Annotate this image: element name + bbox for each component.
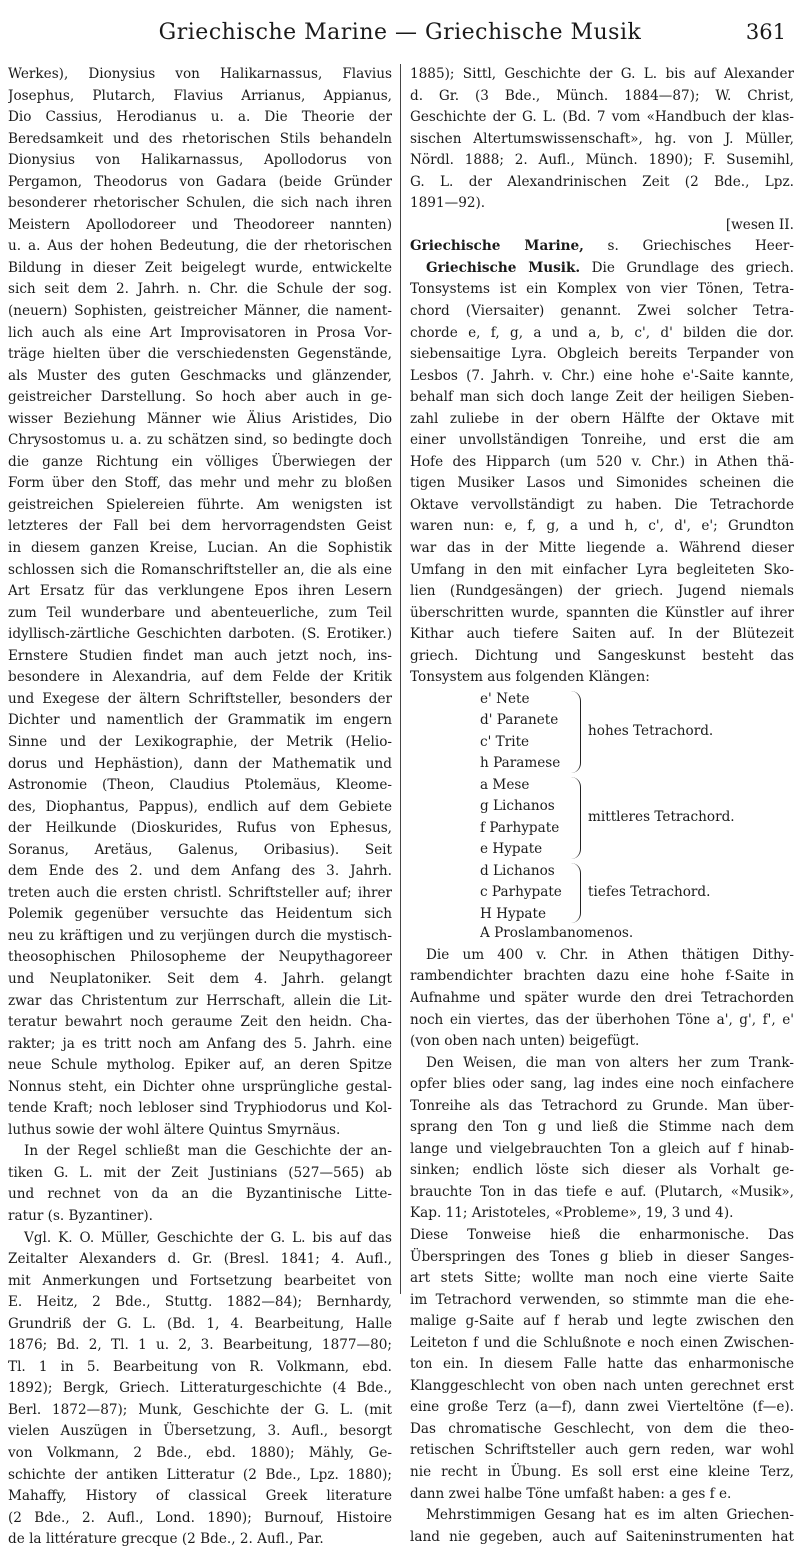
text-line: Griechische Musik. Die Grundlage des griech. <box>426 259 794 276</box>
text-line: rakter; ja es tritt noch am Anfang des 5. Jahrh. eine <box>8 1035 392 1052</box>
tetrachord-label: hohes Tetrachord. <box>588 722 714 739</box>
text-line: art stets Sitte; wollte man noch eine vierte Saite <box>410 1270 794 1287</box>
brace-icon <box>570 777 581 859</box>
text-line: Grundriß der G. L. (Bd. 1, 4. Bearbeitung, Halle <box>8 1315 392 1332</box>
text-line: [wesen II. <box>725 216 794 233</box>
text-line: land nie gegeben, auch auf Saiteninstrumenten hat <box>410 1528 794 1545</box>
text-line: behalf man sich doch lange Zeit der heiligen Sieben- <box>410 389 794 406</box>
text-line: (von oben nach unten) beigefügt. <box>410 1033 640 1050</box>
left-column <box>8 64 392 1551</box>
text-line: vielen Auszügen in Übersetzung, 3. Aufl., besorgt <box>8 1423 392 1440</box>
text-line: Hofe des Hipparch (um 520 v. Chr.) in Athen thä- <box>410 453 794 470</box>
tone-group <box>480 861 794 926</box>
text-line: dorus und Hephästion), dann der Mathematik und <box>8 755 392 772</box>
text-line: Berl. 1872—87); Munk, Geschichte der G. L. (mit <box>8 1401 392 1418</box>
text-line: In der Regel schließt man die Geschichte der an- <box>24 1143 392 1160</box>
text-line: Umfang in den mit einfacher Lyra begleiteten Sko- <box>410 561 794 578</box>
text-line: zum Teil wunderbare und abenteuerliche, zum Teil <box>8 604 392 621</box>
text-line: Astronomie (Theon, Claudius Ptolemäus, Kleome- <box>8 777 392 794</box>
text-line: Leiteton f und die Schlußnote e noch einen Zwischen- <box>410 1334 794 1351</box>
text-line: Polemik gegenüber versuchte das Heidentum sich <box>8 906 392 923</box>
tone-row: e Hypate <box>480 841 543 858</box>
tone-group <box>480 689 794 775</box>
lemma-heading: Griechische Musik. <box>426 259 581 276</box>
text-line: dem Ende des 2. und dem Anfang des 3. Jahrh. <box>8 863 392 880</box>
text-line: überschritten wurde, spannten die Künstler auf ihrer <box>410 604 794 621</box>
text-line: Vgl. K. O. Müller, Geschichte der G. L. bis auf das <box>24 1229 392 1246</box>
text-line: tende Kraft; noch lebloser sind Tryphiodorus und Kol- <box>8 1100 392 1117</box>
text-line: luthus sowie der wohl ältere Quintus Smyrnäus. <box>8 1121 341 1138</box>
text-line: Meistern Apollodoreer und Theodoreer nannten) <box>8 216 392 233</box>
text-line: Tonsystem aus folgenden Klängen: <box>410 669 650 686</box>
text-line: Klanggeschlecht von oben nach unten gerechnet erst <box>410 1377 794 1394</box>
text-line: G. L. der Alexandrinischen Zeit (2 Bde., Lpz. <box>410 173 794 190</box>
tone-proslambanomenos: A Proslambanomenos. <box>480 925 634 942</box>
text-line: in diesem ganzen Kreise, Lucian. An die Sophistik <box>8 540 392 557</box>
right-column-top-text <box>410 64 794 689</box>
text-line: (2 Bde., 2. Aufl., Lond. 1890); Burnouf, Histoire <box>8 1509 392 1526</box>
text-line: Nonnus steht, ein Dichter ohne ursprüngliche gestal- <box>8 1078 392 1095</box>
text-line: von Volkmann, 2 Bde., ebd. 1880); Mähly, Ge- <box>8 1445 392 1461</box>
tone-row: g Lichanos <box>480 798 555 815</box>
text-line: theosophischen Philosopheme der Neupythagoreer <box>8 949 392 966</box>
page-header <box>10 14 790 54</box>
text-line: eine große Terz (a—f), dann zwei Vierteltöne (f—e). <box>410 1399 794 1416</box>
text-line: als Muster des guten Geschmacks und glänzender, <box>8 367 392 384</box>
text-line: Kithar auch tiefere Saiten auf. In der Blütezeit <box>410 626 794 643</box>
tone-row: d' Paranete <box>480 712 559 729</box>
tone-row: c Parhypate <box>480 884 562 901</box>
text-line: Beredsamkeit und des rhetorischen Stils behandeln <box>8 130 392 147</box>
tone-row: H Hypate <box>480 905 547 922</box>
tone-system-table <box>480 689 794 926</box>
text-line: Das chromatische Geschlecht, von dem die theo- <box>410 1420 794 1437</box>
text-line: mit Anmerkungen und Fortsetzung bearbeitet von <box>8 1272 392 1289</box>
tone-row: a Mese <box>480 776 530 793</box>
text-line: Den Weisen, die man von alters her zum Trank- <box>426 1054 794 1071</box>
text-line: sich seit dem 2. Jahrh. n. Chr. die Schule der sog. <box>8 281 392 298</box>
text-line: träge hielten über die verschiedensten Gegenstände, <box>8 346 392 363</box>
text-line: Mahaffy, History of classical Greek literature <box>8 1488 392 1505</box>
text-line: geistreichen Spielereien führte. Am wenigsten ist <box>8 496 392 513</box>
text-line: und Exegese der ältern Schriftsteller, besonders der <box>8 690 392 707</box>
text-line: Sinne und der Lexikographie, der Metrik (Helio- <box>8 733 392 750</box>
text-line: d. Gr. (3 Bde., Münch. 1884—87); W. Christ, <box>410 87 794 104</box>
text-line: Dichter und namentlich der Grammatik im engern <box>8 712 392 729</box>
text-line: E. Heitz, 2 Bde., Stuttg. 1882—84); Bernhardy, <box>8 1294 392 1311</box>
tone-group <box>480 775 794 861</box>
text-line: lich auch als eine Art Improvisatoren in Prosa Vor- <box>8 324 392 341</box>
tone-row: d Lichanos <box>480 862 555 879</box>
text-line: griech. Dichtung und Sangeskunst besteht das <box>410 647 794 664</box>
text-line: Oktave vervollständigt zu haben. Die Tetrachorde <box>410 496 794 513</box>
lemma-heading: Griechische Marine, <box>410 238 584 255</box>
text-line: sprang den Ton g und ließ die Stimme nach dem <box>410 1119 794 1136</box>
text-line: chord (Viersaiter) genannt. Zwei solcher Tetra- <box>410 303 794 320</box>
tetrachord-label: tiefes Tetrachord. <box>588 884 711 901</box>
text-line: war das in der Mitte liegende a. Während dieser <box>410 540 794 557</box>
page-number: 361 <box>745 20 786 44</box>
text-line: Die um 400 v. Chr. in Athen thätigen Dithy- <box>426 946 794 963</box>
text-line: dann zwei halbe Töne umfaßt haben: a ges f e. <box>410 1485 732 1502</box>
text-line: tigen Musiker Lasos und Simonides scheinen die <box>410 475 794 492</box>
tone-row: c' Trite <box>480 733 530 750</box>
text-line: 1892); Bergk, Griech. Litteraturgeschichte (4 Bde., <box>8 1380 392 1397</box>
text-line: Überspringen des Tones g blieb in dieser Sanges- <box>410 1248 794 1265</box>
text-line: nie recht in Übung. Es soll erst eine kleine Terz, <box>410 1464 794 1481</box>
text-line: sischen Altertumswissenschaft», hg. von J. Müller, <box>410 130 794 147</box>
text-line: opfer blies oder sang, lag indes eine noch einfachere <box>410 1076 794 1093</box>
text-line: malige g-Saite auf f herab und legte zwischen den <box>410 1313 794 1330</box>
text-line: Werkes), Dionysius von Halikarnassus, Flavius <box>8 66 392 82</box>
text-line: Bildung in dieser Zeit beigelegt wurde, entwickelte <box>8 259 392 276</box>
text-line: und rechnet von da an die Byzantinische Litte- <box>8 1186 392 1203</box>
text-line: rambendichter brachten dazu eine hohe f-Saite in <box>410 968 794 985</box>
brace-icon <box>570 691 581 773</box>
text-line: Mehrstimmigen Gesang hat es im alten Griechen- <box>426 1507 794 1524</box>
text-line: Nördl. 1888; 2. Aufl., Münch. 1890); F. Susemihl, <box>410 152 794 169</box>
text-line: waren nun: e, f, g, a und h, c', d', e'; Grundton <box>410 518 794 535</box>
text-line: einer unvollständigen Tonreihe, und erst die am <box>410 432 794 449</box>
tone-row: h Paramese <box>480 755 561 772</box>
text-line: lange und vielgebrauchten Ton a gleich auf f hinab- <box>410 1140 794 1157</box>
text-line: teratur bewahrt noch geraume Zeit den heidn. Cha- <box>8 1014 392 1031</box>
text-line: Kap. 11; Aristoteles, «Probleme», 19, 3 und 4). <box>410 1205 734 1222</box>
column-divider <box>400 64 401 1294</box>
text-line: Lesbos (7. Jahrh. v. Chr.) eine hohe e'-Saite kannte, <box>410 367 794 384</box>
text-line: besondere in Alexandria, auf dem Felde der Kritik <box>8 669 392 686</box>
text-line: Aufnahme und später wurde den drei Tetrachorden <box>410 990 794 1006</box>
text-line: schichte der antiken Litteratur (2 Bde., Lpz. 1880); <box>8 1466 392 1483</box>
text-line: u. a. Aus der hohen Bedeutung, die der rhetorischen <box>8 238 392 255</box>
text-line: Dionysius von Halikarnassus, Apollodorus von <box>8 152 392 169</box>
text-line: schlossen sich die Romanschriftsteller an, die als eine <box>8 561 392 578</box>
text-line: Dio Cassius, Herodianus u. a. Die Theorie der <box>8 109 392 126</box>
text-line: brauchte Ton in das tiefe e auf. (Plutarch, «Musik», <box>410 1183 794 1200</box>
text-line: geistreicher Darstellung. So hoch aber auch in ge- <box>8 389 392 406</box>
text-line: Zeitalter Alexanders d. Gr. (Bresl. 1841; 4. Aufl., <box>8 1251 392 1268</box>
text-line: treten auch die ersten christl. Schriftsteller auf; ihrer <box>8 884 392 901</box>
text-line: de la littérature grecque (2 Bde., 2. Aufl., Par. <box>8 1531 324 1548</box>
text-line: Ernstere Studien findet man auch jetzt noch, ins- <box>8 647 392 664</box>
text-line: Pergamon, Theodorus von Gadara (beide Gründer <box>8 173 392 190</box>
text-line: (neuern) Sophisten, geistreicher Männer, die nament- <box>8 303 392 320</box>
text-line: idyllisch-zärtliche Geschichten darboten. (S. Erotiker.) <box>8 626 392 643</box>
text-line: Form über den Stoff, das mehr und mehr zu bloßen <box>8 475 392 492</box>
text-line: und Neuplatoniker. Seit dem 4. Jahrh. gelangt <box>8 970 392 987</box>
text-line: noch ein viertes, das der überhohen Töne a', g', f', e' <box>410 1011 794 1028</box>
text-line: siebensaitige Lyra. Obgleich bereits Terpander von <box>410 346 794 363</box>
text-line: Tonsystems ist ein Komplex von vier Tönen, Tetra- <box>410 281 794 298</box>
text-line: Tl. 1 in 5. Bearbeitung von R. Volkmann, ebd. <box>8 1358 392 1375</box>
text-line: Chrysostomus u. a. zu schätzen sind, so bedingte doch <box>8 432 392 449</box>
tetrachord-label: mittleres Tetrachord. <box>588 808 735 825</box>
text-line: Diese Tonweise hieß die enharmonische. Das <box>410 1227 794 1244</box>
text-line: Art Ersatz für das verklungene Epos ihren Lesern <box>8 583 392 600</box>
text-line: ratur (s. Byzantiner). <box>8 1207 153 1224</box>
text-line: letzteres der Fall bei dem hervorragendsten Geist <box>8 518 392 535</box>
text-line: sinken; endlich löste sich dieser als Vorhalt ge- <box>410 1162 794 1179</box>
text-line: neue Schule mytholog. Epiker auf, an deren Spitze <box>8 1057 392 1074</box>
brace-icon <box>570 863 581 924</box>
text-line: Griechische Marine, s. Griechisches Heer- <box>410 238 794 255</box>
text-line: 1891—92). <box>410 195 486 212</box>
text-line: tiken G. L. mit der Zeit Justinians (527—565) ab <box>8 1164 392 1181</box>
text-line: Soranus, Aretäus, Galenus, Oribasius). Seit <box>8 841 392 858</box>
text-line: Geschichte der G. L. (Bd. 7 vom «Handbuch der klas- <box>410 109 794 126</box>
text-line: Tonreihe als das Tetrachord zu Grunde. Man über- <box>410 1097 794 1114</box>
tone-row: e' Nete <box>480 690 530 707</box>
text-line: neu zu kräftigen und zu verjüngen durch die mystisch- <box>8 927 392 944</box>
text-line: der Heilkunde (Dioskurides, Rufus von Ephesus, <box>8 820 392 837</box>
right-column <box>410 64 794 1548</box>
text-line: chorde e, f, g, a und a, b, c', d' bilden die dor. <box>410 324 794 341</box>
text-line: zahl zuliebe in der obern Hälfte der Oktave mit <box>410 410 794 427</box>
text-line: Josephus, Plutarch, Flavius Arrianus, Appianus, <box>8 87 392 104</box>
tone-row: f Parhypate <box>480 819 560 836</box>
text-line: ton ein. In diesem Falle hatte das enharmonische <box>410 1356 794 1373</box>
text-line: 1885); Sittl, Geschichte der G. L. bis auf Alexander <box>410 66 794 82</box>
text-line: 1876; Bd. 2, Tl. 1 u. 2, 3. Bearbeitung, 1877—80; <box>8 1337 392 1354</box>
running-title: Griechische Marine — Griechische Musik <box>158 20 642 45</box>
text-line: retischen Schriftsteller auch gern reden, war wohl <box>410 1442 794 1459</box>
text-line: wisser Beziehung Männer wie Älius Aristides, Dio <box>8 410 392 427</box>
text-line: zwar das Christentum zur Herrschaft, allein die Lit- <box>8 992 392 1009</box>
text-line: besonderer rhetorischer Schulen, die sich nach ihren <box>8 195 392 212</box>
text-line: im Tetrachord verwenden, so stimmte man die ehe- <box>410 1291 794 1308</box>
text-line: lien (Rundgesängen) der griech. Jugend niemals <box>410 583 794 600</box>
right-column-bottom-text <box>410 945 794 1548</box>
text-line: die ganze Richtung ein völliges Überwiegen der <box>8 453 392 470</box>
text-line: des, Diophantus, Pappus), endlich auf dem Gebiete <box>8 798 392 815</box>
